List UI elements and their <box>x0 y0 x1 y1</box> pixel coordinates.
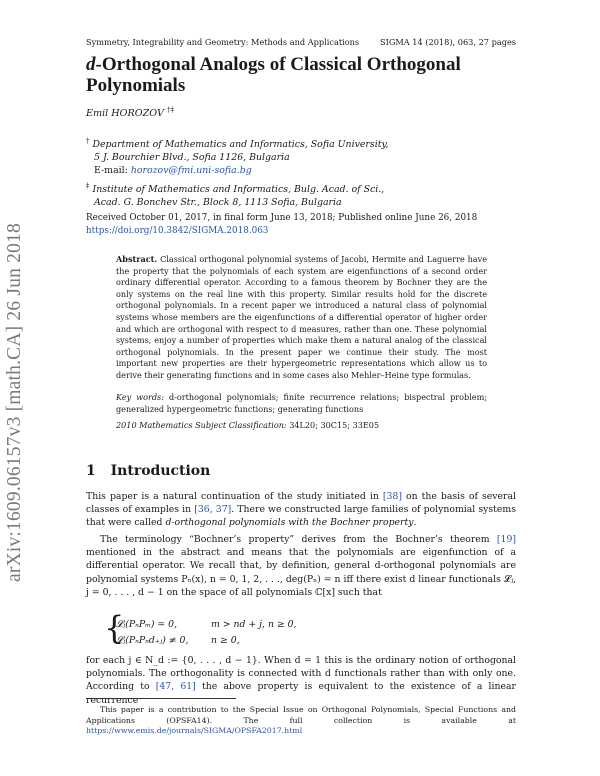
section-heading <box>86 463 210 479</box>
author-name: Emil HOROZOV <box>86 108 164 120</box>
keywords <box>116 392 487 415</box>
author <box>86 106 174 119</box>
abstract-label: Abstract. <box>116 254 158 264</box>
email-link[interactable]: horozov@fmi.uni-sofia.bg <box>130 165 252 177</box>
p1-text-d: . <box>413 517 417 529</box>
intro-paragraph-1 <box>86 490 516 530</box>
p1-text-c: . There we constructed large families of polynomial systems that were called <box>86 504 516 529</box>
p2-text-b: mentioned in the abstract and means that the polynomials are eigenfunction of a differential operator. We recall that, by definition, general d-orthogonal polynomials are polynomial systems Pₙ(x), n = 0, 1, 2, . . ., deg(Pₙ) = n iff there exist d linear functionals 𝓛ⱼ, j = 0, . . . , d − 1 on the space of all polynomials ℂ[x] such that <box>86 547 516 598</box>
p3-text-a: for each j ∈ N_d := {0, . . . , d − 1}. When d = 1 this is the ordinary notion of orthogonal polynomials. The orthogonality is connected with d functionals rather than with only one. According to <box>86 655 516 693</box>
aff1-line2: 5 J. Bourchier Blvd., Sofia 1126, Bulgaria <box>94 152 290 164</box>
dates-block <box>86 212 526 237</box>
aff2-line1: Institute of Mathematics and Informatics, Bulg. Acad. of Sci., <box>92 184 385 196</box>
ref-37[interactable]: 37] <box>215 504 232 516</box>
footnote-url[interactable]: https://www.emis.de/journals/SIGMA/OPSFA2017.html <box>86 726 303 735</box>
section-number: 1 <box>86 463 96 479</box>
keywords-text: d-orthogonal polynomials; finite recurrence relations; bispectral problem; generalized hypergeometric functions; generating functions <box>116 392 487 414</box>
author-marks: †‡ <box>166 106 174 114</box>
affiliation-1 <box>86 135 516 177</box>
received-dates: Received October 01, 2017, in final form June 13, 2018; Published online June 26, 2018 <box>86 213 478 223</box>
p3-text-b: the above property is equivalent to the existence of a linear recurrence <box>86 681 516 706</box>
orthogonality-equation <box>104 609 297 649</box>
title-d: d <box>86 54 96 75</box>
msc <box>116 420 487 432</box>
journal-header: Symmetry, Integrability and Geometry: Methods and Applications <box>86 37 360 47</box>
doi-link[interactable]: https://doi.org/10.3842/SIGMA.2018.063 <box>86 225 269 236</box>
ref-38[interactable]: [38] <box>382 491 402 502</box>
abstract-text: Classical orthogonal polynomial systems of Jacobi, Hermite and Laguerre have the property that the polynomials of each system are eigenfunctions of a second order ordinary differential operator. According to a famous theorem by Bochner they are the only systems on the real line with this property. Similar results hold for the discrete orthogonal polynomials. In a recent paper we introduced a natural class of polynomial systems whose members are the eigenfunctions of a differential operator of higher order and which are orthogonal with respect to d measures, rather than one. These polynomial systems, enjoy a number of properties which make them a natural analog of the classical orthogonal polynomials. In the present paper we continue their study. The most important new properties are their hypergeometric representations which allow us to derive their generating functions and in some cases also Mehler–Heine type formulas. <box>116 254 487 380</box>
aff1-line1: Department of Mathematics and Informatics, Sofia University, <box>92 139 389 151</box>
msc-text: 34L20; 30C15; 33E05 <box>289 420 380 430</box>
p1-text-a: This paper is a natural continuation of the study initiated in <box>86 491 383 502</box>
eq-row2-rhs: n ≥ 0, <box>211 635 240 646</box>
eq-row1-lhs: 𝓛ⱼ(PₙPₘ) = 0, <box>116 619 178 630</box>
msc-label: 2010 Mathematics Subject Classification: <box>116 420 287 430</box>
email-label: E-mail: <box>94 165 128 177</box>
ref-47-61[interactable]: [47, 61] <box>155 681 196 693</box>
eq-row1-rhs: m > nd + j, n ≥ 0, <box>211 619 297 630</box>
p2-text-a: The terminology “Bochner’s property” derives from the Bochner’s theorem <box>100 534 497 545</box>
aff2-mark: ‡ <box>86 182 90 190</box>
keywords-label: Key words: <box>116 392 164 402</box>
title-text: -Orthogonal Analogs of Classical Orthogonal Polynomials <box>86 54 461 96</box>
p1-emphasis: d-orthogonal polynomials with the Bochner property <box>165 517 414 529</box>
eq-row2-lhs: 𝓛ⱼ(PₙPₙd₊ⱼ) ≠ 0, <box>116 635 189 646</box>
ref-19[interactable]: [19] <box>496 534 516 545</box>
footnote-text: This paper is a contribution to the Special Issue on Orthogonal Polynomials, Special Functions and Applications (OPSFA14). The full collection is available at <box>86 705 516 725</box>
arxiv-stamp: arXiv:1609.06157v3 [math.CA] 26 Jun 2018 <box>4 223 25 582</box>
intro-paragraph-2 <box>86 533 516 599</box>
paper-title <box>86 54 516 96</box>
footnote <box>86 705 516 737</box>
abstract <box>116 254 487 382</box>
footnote-rule <box>86 698 236 699</box>
section-title: Introduction <box>110 463 211 479</box>
citation-header: SIGMA 14 (2018), 063, 27 pages <box>380 37 516 47</box>
aff2-line2: Acad. G. Bonchev Str., Block 8, 1113 Sofia, Bulgaria <box>94 197 342 209</box>
equation-brace: { <box>104 609 125 647</box>
affiliation-2 <box>86 180 516 209</box>
aff1-mark: † <box>86 137 90 145</box>
ref-36[interactable]: [36, <box>194 504 213 516</box>
p1-text-b: on the basis of several classes of examples in <box>86 491 516 516</box>
